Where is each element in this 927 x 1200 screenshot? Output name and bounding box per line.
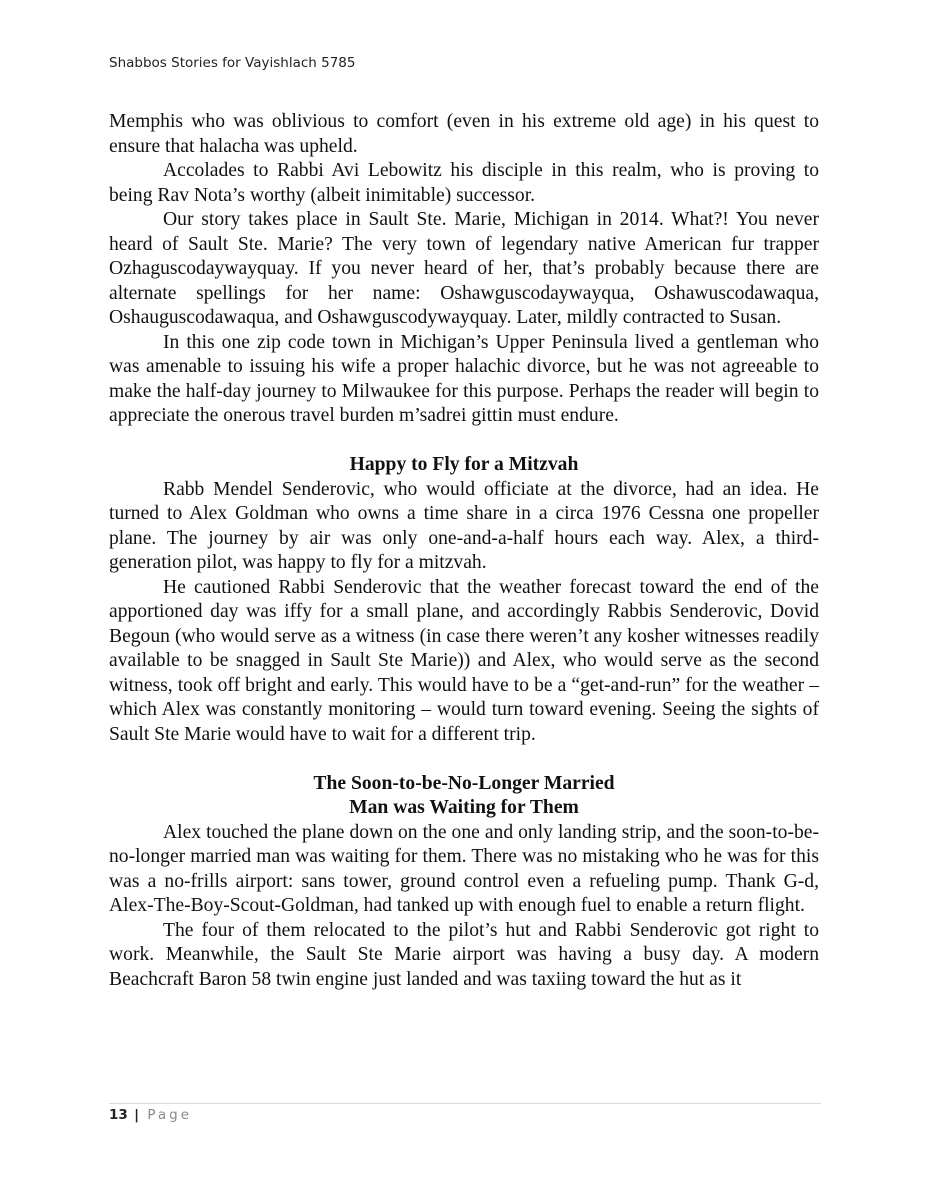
page-label: Page (147, 1107, 193, 1123)
page-number: 13 (109, 1107, 128, 1123)
footer-divider (109, 1103, 821, 1104)
section-heading-line: The Soon-to-be-No-Longer Married (313, 772, 615, 794)
paragraph: Accolades to Rabbi Avi Lebowitz his disciple in this realm, who is proving to being Rav Nota’s worthy (albeit inimitable) successor. (109, 160, 819, 206)
page-body (109, 110, 819, 992)
section-heading: Happy to Fly for a Mitzvah (349, 454, 579, 475)
paragraph: Rabb Mendel Senderovic, who would officiate at the divorce, had an idea. He turned to Alex Goldman who owns a time share in a circa 1976 Cessna one propeller plane. The journey by air was only one-and-a-half hours each way. Alex, a third-generation pilot, was happy to fly for a mitzvah. (109, 478, 819, 573)
footer-separator: | (134, 1107, 140, 1123)
paragraph: In this one zip code town in Michigan’s Upper Peninsula lived a gentleman who was amenable to issuing his wife a proper halachic divorce, but he was not agreeable to make the half-day journey to Milwaukee for this purpose. Perhaps the reader will begin to appreciate the onerous travel burden m’sadrei gittin must endure. (109, 331, 819, 426)
spacer (109, 747, 819, 772)
paragraph: Our story takes place in Sault Ste. Marie, Michigan in 2014. What?! You never heard of Sault Ste. Marie? The very town of legendary native American fur trapper Ozhaguscodaywayquay. If you never heard of her, that’s probably because there are alternate spellings for her name: Oshawguscodaywayqua, Oshawuscodawaqua, Oshauguscodawaqua, and Oshawguscodywayquay. Later, mildly contracted to Susan. (109, 209, 819, 328)
spacer (109, 429, 819, 454)
paragraph: The four of them relocated to the pilot’s hut and Rabbi Senderovic got right to work. Meanwhile, the Sault Ste Marie airport was having a busy day. A modern Beachcraft Baron 58 twin engine just landed and was taxiing toward the hut as it (109, 919, 819, 990)
section-heading-line: Man was Waiting for Them (349, 797, 579, 818)
page-footer (109, 1107, 192, 1123)
paragraph: Alex touched the plane down on the one and only landing strip, and the soon-to-be-no-longer married man was waiting for them. There was no mistaking who he was for this was a no-frills airport: sans tower, ground control even a refueling pump. Thank G-d, Alex-The-Boy-Scout-Goldman, had tanked up with enough fuel to enable a return flight. (109, 821, 819, 916)
paragraph: He cautioned Rabbi Senderovic that the weather forecast toward the end of the apportioned day was iffy for a small plane, and accordingly Rabbis Senderovic, Dovid Begoun (who would serve as a witness (in case there weren’t any kosher witnesses readily available to be snagged in Sault Ste Marie)) and Alex, who would serve as the second witness, took off bright and early. This would have to be a “get-and-run” for the weather – which Alex was constantly monitoring – would turn toward evening. Seeing the sights of Sault Ste Marie would have to wait for a different trip. (109, 576, 819, 745)
running-header: Shabbos Stories for Vayishlach 5785 (109, 55, 356, 71)
paragraph: Memphis who was oblivious to comfort (even in his extreme old age) in his quest to ensure that halacha was upheld. (109, 111, 819, 157)
